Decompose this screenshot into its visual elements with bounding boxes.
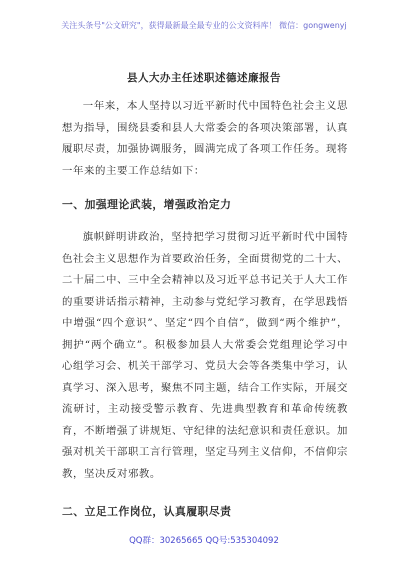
footer-contact-note: QQ群：30265665 QQ号:535304092 (129, 536, 279, 546)
section-1-paragraph: 旗帜鲜明讲政治，坚持把学习贯彻习近平新时代中国特色社会主义思想作为首要政治任务，全面贯彻党的二十大、二十届二中、三中全会精神以及习近平总书记关于人大工作的重要讲话指示精神，主动参与党纪学习教育，在学思践悟中增强“四个意识”、坚定“四个自信”，做到“两个维护”，拥护“两个确立”。积极参加县人大常委会党组理论学习中心组学习会、机关干部学习、党员大会等各类集中学习，认真学习、深入思考，聚焦不同主题，结合工作实际，开展交流研讨，主动接受警示教育、先进典型教育和革命传统教育，不断增强了讲规矩、守纪律的法纪意识和责任意识。加强对机关干部职工言行管理，坚定马列主义信仰，不信仰宗教，坚决反对邪教。 (62, 231, 348, 480)
document-body (62, 96, 348, 519)
document-title: 县人大办主任述职述德述廉报告 (127, 72, 281, 84)
section-heading-1: 一、加强理论武装，增强政治定力 (62, 198, 232, 211)
intro-paragraph: 一年来，本人坚持以习近平新时代中国特色社会主义思想为指导，围绕县委和县人大常委会的各项决策部署，认真履职尽责，加强协调服务，圆满完成了各项工作任务。现将一年来的主要工作总结如下： (62, 100, 348, 177)
section-heading-2: 二、立足工作岗位，认真履职尽责 (62, 505, 232, 518)
header-promo-note: 关注头条号"公文研究"，获得最新最全最专业的公文资料库！ 微信：gongwenyj (61, 21, 347, 30)
